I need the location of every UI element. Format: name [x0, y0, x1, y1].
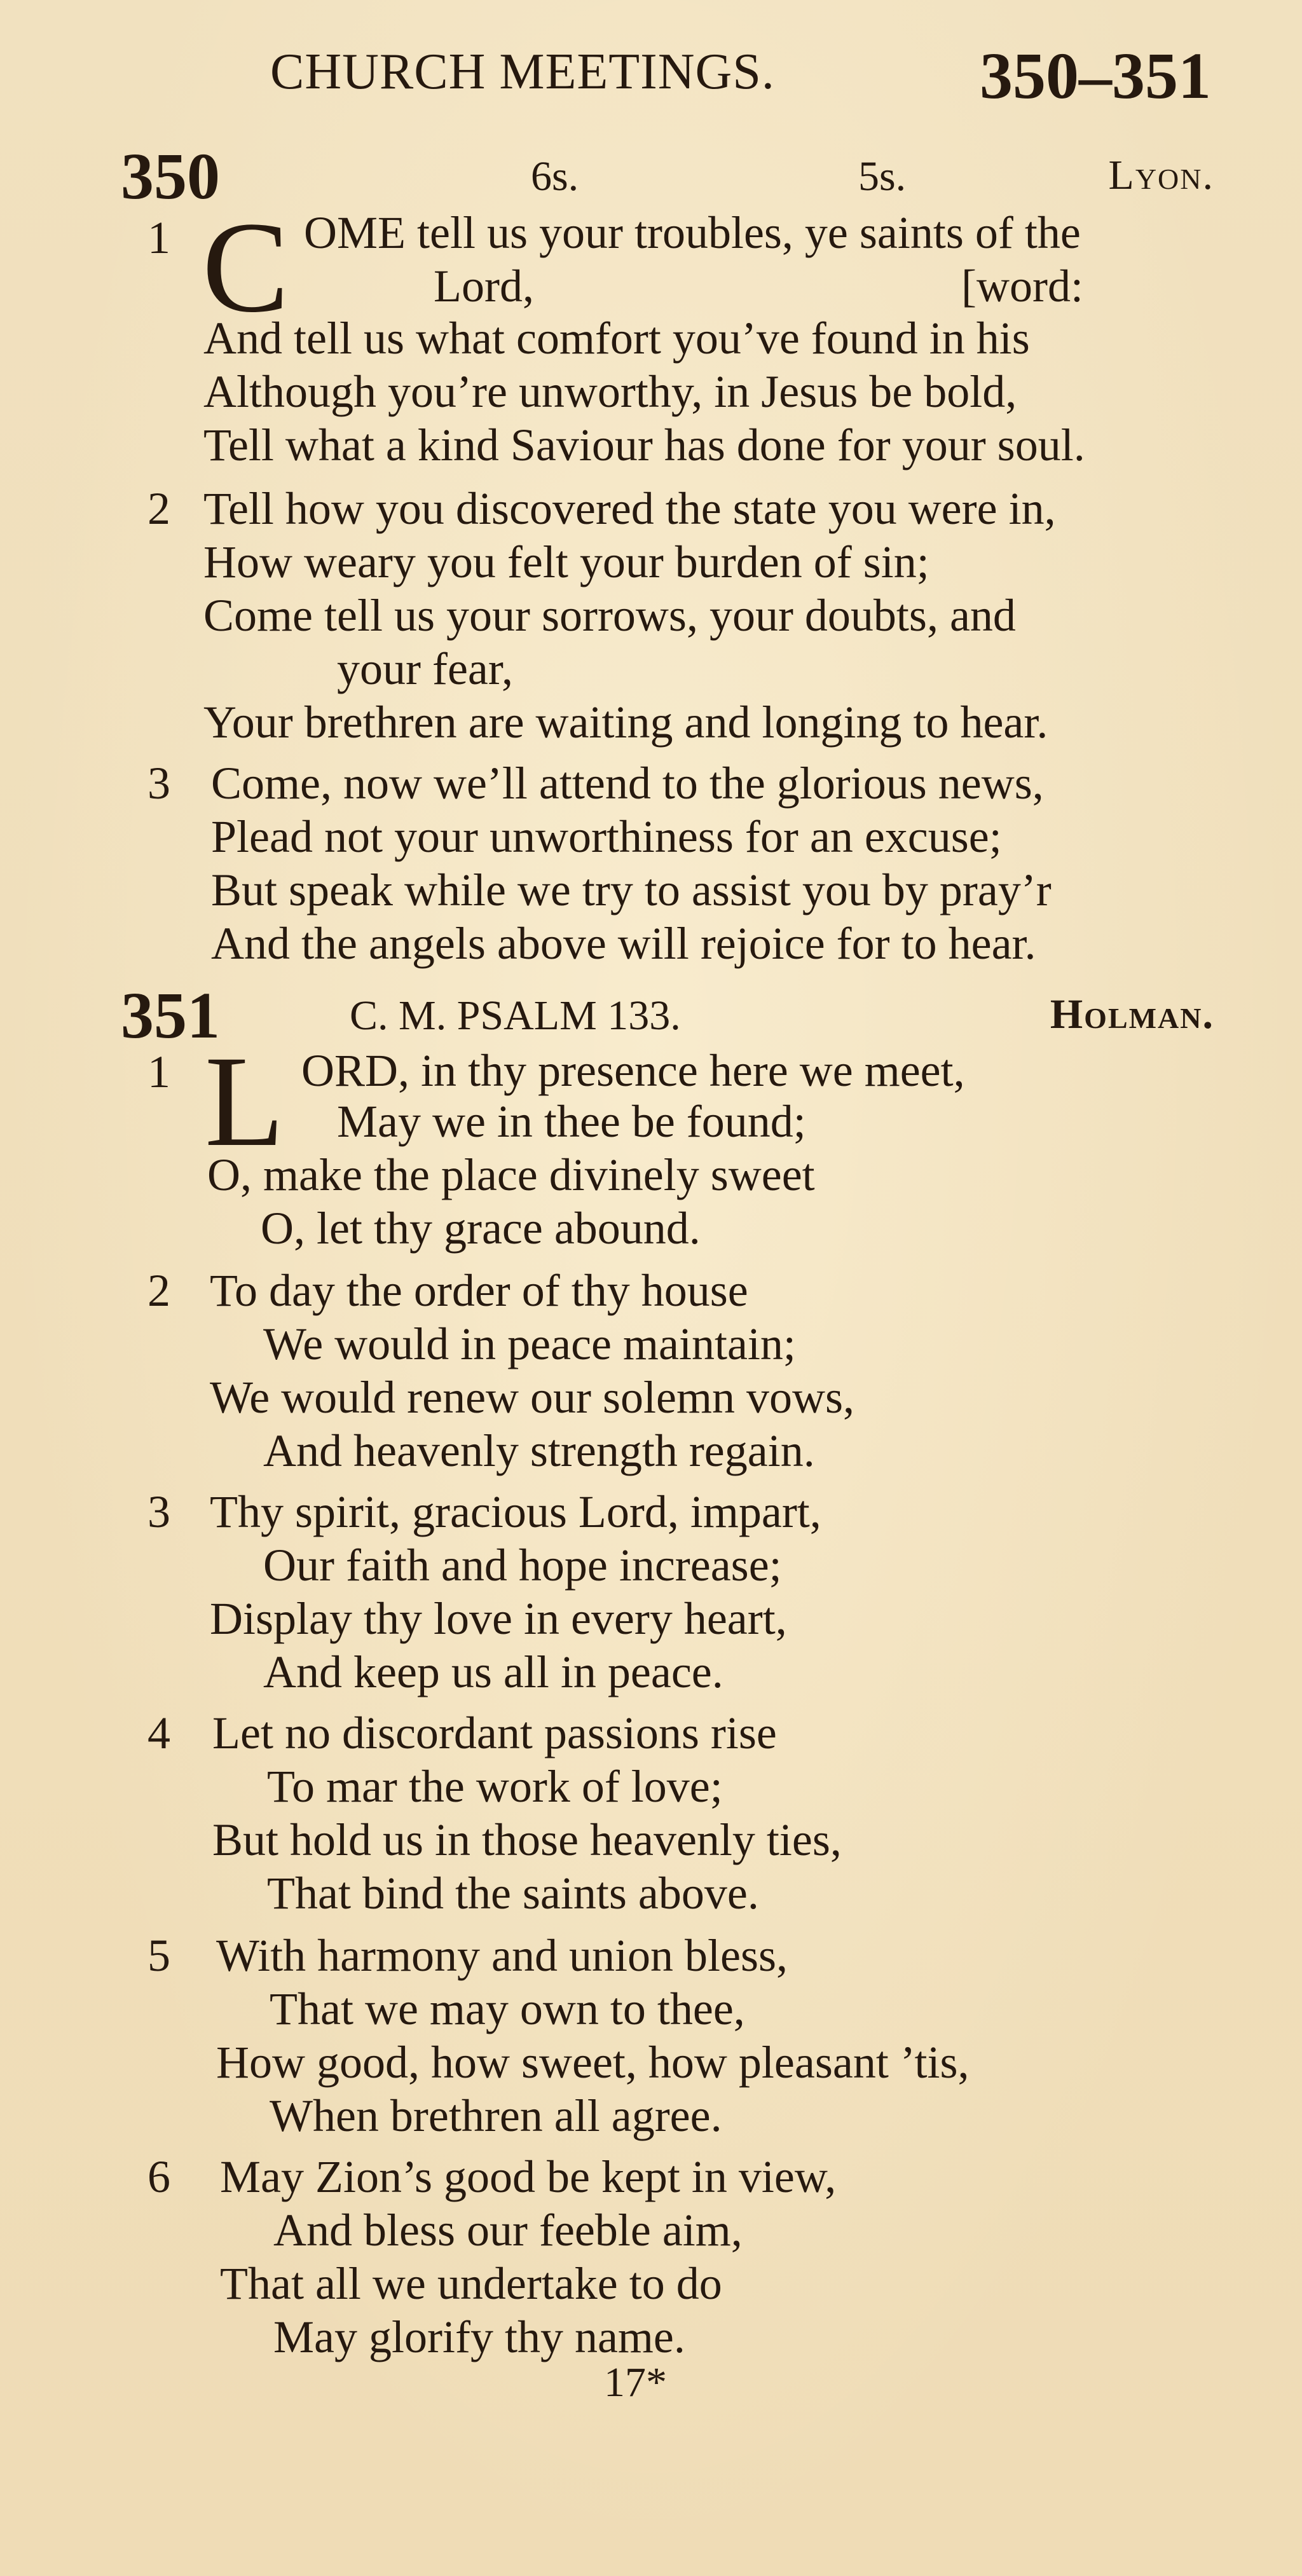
verse-line: And heavenly strength regain.	[263, 1425, 815, 1476]
verse-line: Come tell us your sorrows, your doubts, and	[203, 590, 1016, 641]
verse-line: To day the order of thy house	[210, 1265, 748, 1316]
hymn-meter: C. M. PSALM 133.	[350, 992, 681, 1039]
verse-line: May glorify thy name.	[273, 2312, 685, 2362]
verse-line: Plead not your unworthiness for an excuse;	[211, 811, 1002, 862]
verse-number: 2	[147, 1265, 170, 1316]
verse-line: That bind the saints above.	[267, 1868, 759, 1919]
verse-line: And the angels above will rejoice for to hear.	[211, 918, 1036, 969]
verse-line: May Zion’s good be kept in view,	[220, 2151, 837, 2202]
verse-line: When brethren all agree.	[270, 2090, 722, 2141]
verse-number: 1	[147, 1046, 170, 1097]
verse-line: And tell us what comfort you’ve found in his	[203, 313, 1030, 364]
verse-line: How good, how sweet, how pleasant ’tis,	[216, 2037, 970, 2088]
verse-line: That all we undertake to do	[220, 2258, 722, 2309]
verse-number: 1	[147, 212, 170, 263]
verse-number: 6	[147, 2151, 170, 2202]
verse-number: 3	[147, 758, 170, 809]
verse-line: O, make the place divinely sweet	[207, 1149, 815, 1200]
running-head-hymn-range: 350–351	[980, 39, 1211, 113]
verse-line: But speak while we try to assist you by pray’r	[211, 865, 1052, 915]
verse-line: Our faith and hope increase;	[263, 1540, 782, 1591]
hymn-351-heading	[121, 978, 1214, 1054]
verse-line: Come, now we’ll attend to the glorious news,	[211, 758, 1044, 809]
signature-mark: 17*	[604, 2359, 667, 2406]
verse-line: We would in peace maintain;	[263, 1319, 796, 1369]
verse-line: Tell how you discovered the state you were in,	[203, 483, 1056, 534]
verse-line: Your brethren are waiting and longing to hear.	[203, 697, 1048, 748]
verse-number: 3	[147, 1486, 170, 1537]
verse-line: May we in thee be found;	[337, 1096, 806, 1147]
verse-line: We would renew our solemn vows,	[210, 1372, 855, 1423]
verse-line: your fear,	[337, 643, 513, 694]
verse-line: And bless our feeble aim,	[273, 2205, 743, 2256]
hymn-tune-name: Lyon.	[1108, 152, 1214, 198]
verse-line: That we may own to thee,	[270, 1983, 745, 2034]
verse-line: Tell what a kind Saviour has done for your soul.	[203, 420, 1085, 470]
drop-cap: L	[205, 1029, 285, 1174]
verse-number: 5	[147, 1930, 170, 1981]
running-head-title: CHURCH MEETINGS.	[270, 44, 775, 100]
verse-line: Although you’re unworthy, in Jesus be bold,	[203, 366, 1017, 417]
verse-line: Display thy love in every heart,	[210, 1593, 787, 1644]
verse-line: But hold us in those heavenly ties,	[212, 1814, 842, 1865]
verse-line: And keep us all in peace.	[263, 1647, 723, 1697]
verse-line: ORD, in thy presence here we meet,	[301, 1045, 965, 1096]
verse-line: Lord,	[434, 261, 534, 312]
verse-line: How weary you felt your burden of sin;	[203, 537, 929, 587]
verse-line: [word:	[961, 261, 1083, 312]
verse-number: 2	[147, 483, 170, 534]
verse-number: 4	[147, 1708, 170, 1758]
drop-cap: C	[202, 195, 289, 339]
verse-line: OME tell us your troubles, ye saints of the	[304, 207, 1081, 258]
running-head	[270, 38, 1211, 121]
verse-line: With harmony and union bless,	[216, 1930, 788, 1981]
verse-line: Let no discordant passions rise	[212, 1708, 777, 1758]
hymn-meter-secondary: 5s.	[858, 153, 907, 200]
verse-line: Thy spirit, gracious Lord, impart,	[210, 1486, 821, 1537]
verse-line: O, let thy grace abound.	[261, 1203, 701, 1254]
verse-line: To mar the work of love;	[267, 1761, 723, 1812]
hymn-number: 350	[121, 140, 220, 213]
hymn-tune-name: Holman.	[1050, 991, 1214, 1038]
hymn-meter: 6s.	[531, 153, 579, 200]
hymn-number: 351	[121, 979, 220, 1052]
